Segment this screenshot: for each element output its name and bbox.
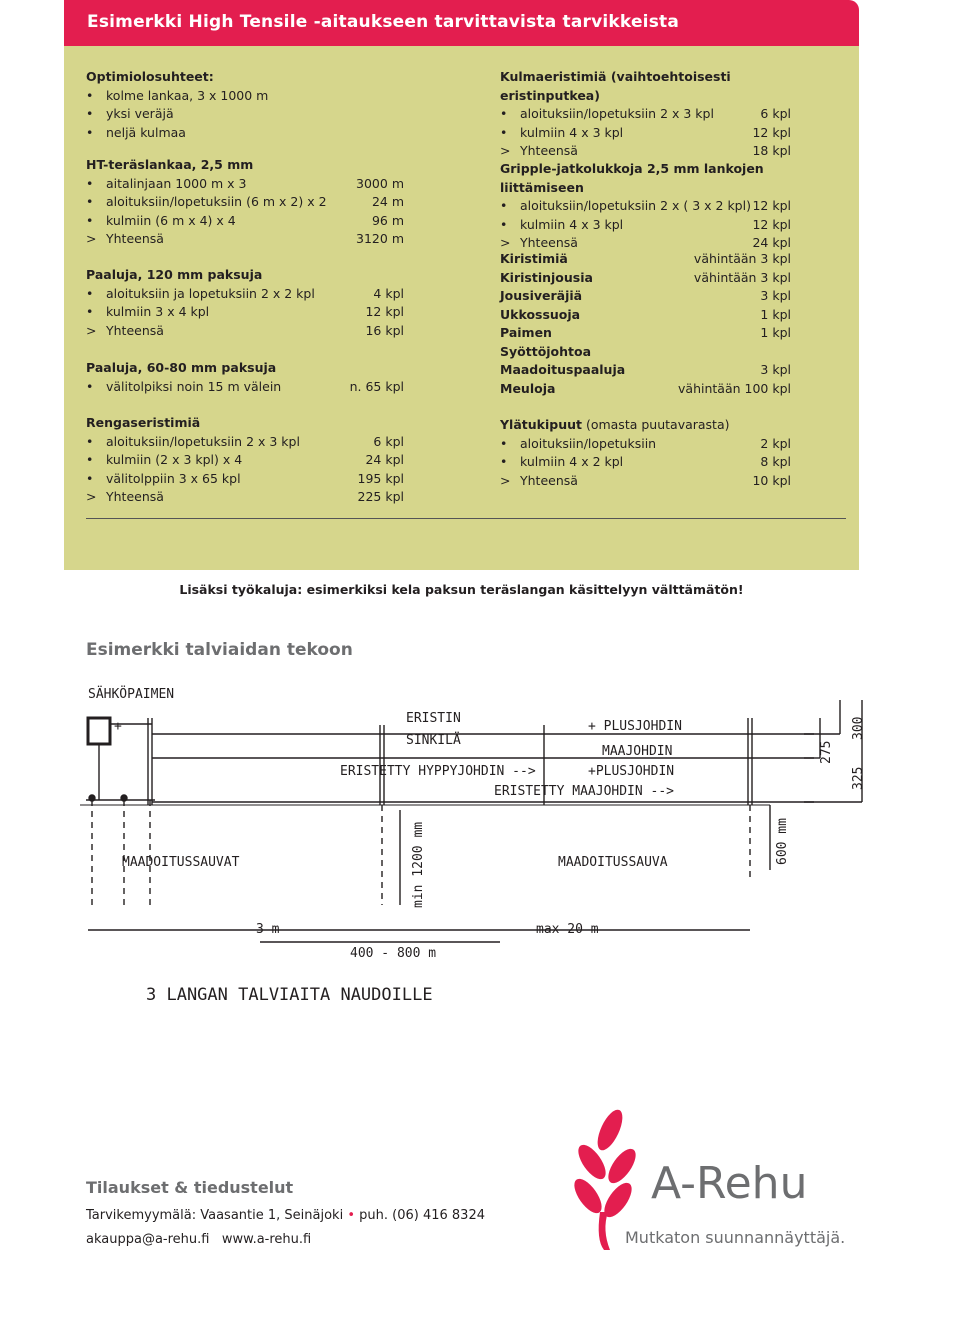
energizer-box	[88, 718, 110, 744]
label-depth: min 1200 mm	[411, 821, 426, 908]
fence-diagram	[80, 680, 880, 1010]
list-item: • aitalinjaan 1000 m x 3 3000 m	[86, 175, 404, 191]
web-link[interactable]: www.a-rehu.fi	[221, 1232, 312, 1247]
supplies-panel	[64, 46, 859, 597]
list-item: • aloituksiin/lopetuksiin 2 x 3 kpl 6 kpl	[86, 433, 404, 449]
list-item: • aloituksiin/lopetuksiin (6 m x 2) x 2 24 m	[86, 194, 404, 209]
list-item: Ukkossuoja 1 kpl	[500, 306, 791, 322]
list-item: • kulmiin 3 x 4 kpl 12 kpl	[86, 304, 404, 319]
top-beams-section	[500, 416, 791, 490]
basics-section	[86, 68, 404, 142]
label-rod-depth: 600 mm	[775, 818, 790, 865]
label-ground-rod: MAADOITUSSAUVA	[558, 855, 668, 870]
wire-section	[86, 156, 404, 249]
label-plus-wire: + PLUSJOHDIN	[588, 719, 682, 734]
list-item: • kulmiin (6 m x 4) x 4 96 m	[86, 212, 404, 228]
list-item: • kulmiin 4 x 3 kpl 12 kpl	[500, 124, 791, 140]
misc-section	[500, 250, 791, 398]
corner-title: Kulmaeristimiä (vaihtoehtoisesti eristinputkea)	[500, 69, 731, 103]
tools-note: Lisäksi työkaluja: esimerkiksi kela paksun teräslangan käsittelyyn välttämätön!	[179, 582, 744, 597]
list-item: Meuloja vähintään 100 kpl	[500, 380, 791, 396]
brand-name: A-Rehu	[651, 1158, 808, 1209]
posts6080-section	[86, 359, 404, 396]
label-caption: 3 LANGAN TALVIAITA NAUDOILLE	[146, 985, 433, 1005]
header-bar	[64, 0, 859, 46]
list-item: • aloituksiin ja lopetuksiin 2 x 2 kpl 4 kpl	[86, 285, 404, 301]
label-dist-max: max 20 m	[536, 922, 599, 937]
page-title: Esimerkki High Tensile -aitaukseen tarvittavista tarvikkeista	[87, 12, 680, 32]
label-h275: 275	[819, 740, 834, 764]
basics-title: Optimiolosuhteet:	[86, 69, 214, 84]
top-beams-title: Ylätukipuut (omasta puutavarasta)	[500, 417, 730, 432]
ring-section	[86, 414, 404, 507]
corner-section	[500, 68, 791, 161]
posts6080-title: Paaluja, 60-80 mm paksuja	[86, 360, 277, 375]
diagram-title: Esimerkki talviaidan tekoon	[86, 640, 353, 660]
label-insulator: ERISTIN	[406, 711, 461, 726]
label-dist-range: 400 - 800 m	[350, 946, 437, 961]
label-earth-wire: MAAJOHDIN	[602, 744, 673, 759]
list-item: • kulmiin (2 x 3 kpl) x 4 24 kpl	[86, 452, 404, 467]
list-item: •kolme lankaa, 3 x 1000 m	[86, 87, 404, 106]
wire-title: HT-teräslankaa, 2,5 mm	[86, 157, 254, 172]
list-item: • välitolppiin 3 x 65 kpl 195 kpl	[86, 470, 404, 486]
list-item: • kulmiin 4 x 2 kpl 8 kpl	[500, 454, 791, 469]
label-plus-wire2: +PLUSJOHDIN	[588, 764, 675, 779]
brand-tagline: Mutkaton suunnannäyttäjä.	[625, 1228, 846, 1247]
label-jumper: ERISTETTY HYPPYJOHDIN -->	[340, 764, 536, 779]
list-item: Kiristimiä vähintään 3 kpl	[500, 251, 791, 266]
list-item: > Yhteensä 24 kpl	[500, 235, 791, 250]
contact-line-2	[86, 1232, 311, 1247]
label-energizer: SÄHKÖPAIMEN	[88, 687, 175, 702]
label-ground-rods: MAADOITUSSAUVAT	[122, 855, 240, 870]
list-item: • aloituksiin/lopetuksiin 2 x 3 kpl 6 kpl	[500, 106, 791, 121]
list-item: > Yhteensä 10 kpl	[500, 472, 791, 488]
list-item: Syöttöjohtoa	[500, 343, 592, 359]
list-item: •neljä kulmaa	[86, 124, 404, 143]
label-h325: 325	[851, 766, 866, 790]
contact-line-1: Tarvikemyymälä: Vaasantie 1, Seinäjoki • puh. (06) 416 8324	[86, 1208, 485, 1223]
posts120-title: Paaluja, 120 mm paksuja	[86, 267, 263, 282]
label-h300: 300	[851, 716, 866, 740]
label-dist-3m: 3 m	[256, 922, 280, 937]
gripple-title: Gripple-jatkolukkoja 2,5 mm lankojen liittämiseen	[500, 161, 764, 195]
ring-title: Rengaseristimiä	[86, 415, 201, 430]
list-item: • kulmiin 4 x 3 kpl 12 kpl	[500, 216, 791, 232]
posts120-section	[86, 266, 404, 340]
list-item: •yksi veräjä	[86, 105, 404, 124]
label-plus: +	[114, 719, 122, 734]
list-item: Paimen 1 kpl	[500, 325, 791, 340]
list-item: > Yhteensä 18 kpl	[500, 143, 791, 158]
list-item: > Yhteensä 3120 m	[86, 231, 404, 246]
list-item: Kiristinjousia vähintään 3 kpl	[500, 269, 791, 285]
label-earth-insulated: ERISTETTY MAAJOHDIN -->	[494, 784, 675, 799]
email-link[interactable]: akauppa@a-rehu.fi	[86, 1232, 210, 1247]
label-wire-tie: SINKILÄ	[406, 733, 461, 748]
list-item: • aloituksiin/lopetuksiin 2 x ( 3 x 2 kpl) 12 kpl	[500, 198, 791, 213]
divider	[86, 518, 846, 519]
gripple-section	[500, 160, 791, 253]
list-item: Jousiveräjiä 3 kpl	[500, 288, 791, 303]
list-item: • aloituksiin/lopetuksiin 2 kpl	[500, 435, 791, 451]
contact-title: Tilaukset & tiedustelut	[86, 1178, 294, 1197]
list-item: > Yhteensä 16 kpl	[86, 322, 404, 338]
list-item: Maadoituspaaluja 3 kpl	[500, 362, 791, 377]
list-item: • välitolpiksi noin 15 m välein n. 65 kpl	[86, 378, 404, 394]
list-item: > Yhteensä 225 kpl	[86, 489, 404, 504]
